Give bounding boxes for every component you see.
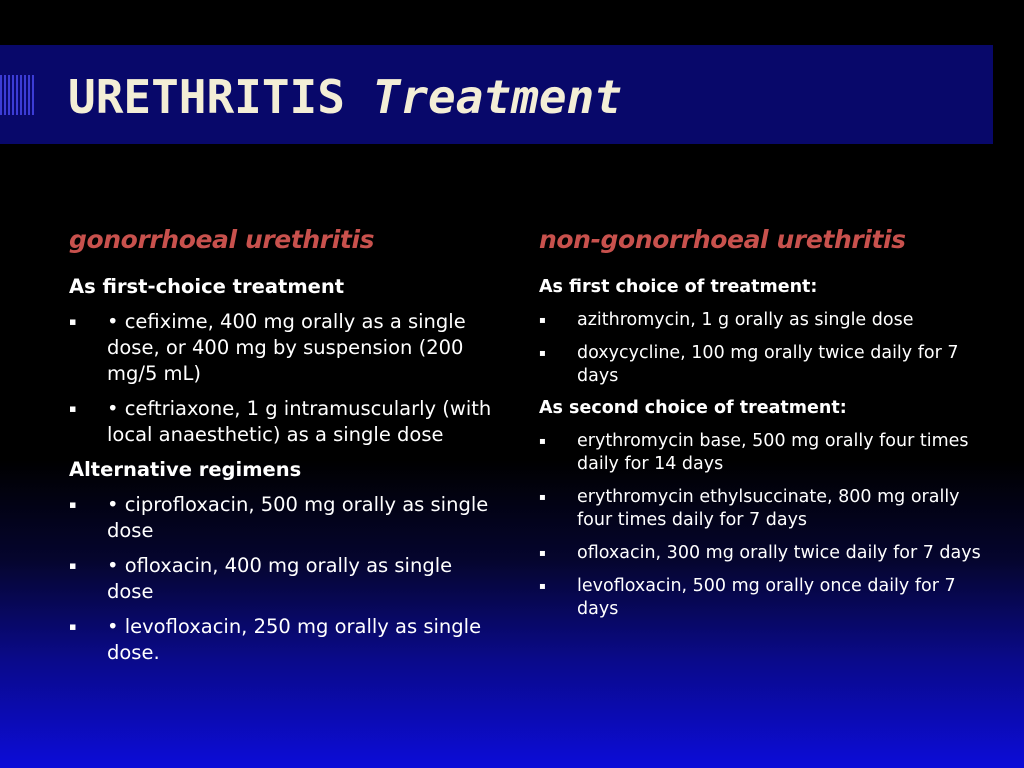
list-item: [69, 492, 499, 544]
list-item: [539, 575, 984, 621]
list-item-text: erythromycin ethylsuccinate, 800 mg orally four times daily for 7 days: [577, 487, 960, 530]
list-item-text: doxycycline, 100 mg orally twice daily for 7 days: [577, 343, 959, 386]
list-item-text: • ofloxacin, 400 mg orally as single dose: [107, 554, 453, 603]
square-bullet-icon: ▪: [69, 498, 77, 511]
non-gonorrhoeal-second-choice-label: As second choice of treatment:: [539, 398, 847, 418]
list-item: [539, 430, 984, 476]
gonorrhoeal-heading: gonorrhoeal urethritis: [69, 225, 375, 254]
non-gonorrhoeal-first-choice-label: As first choice of treatment:: [539, 277, 818, 297]
square-bullet-icon: ▪: [539, 348, 546, 359]
square-bullet-icon: ▪: [69, 559, 77, 572]
square-bullet-icon: ▪: [539, 581, 546, 592]
list-item: [539, 486, 984, 532]
list-item: [69, 396, 499, 448]
list-item-text: • cefixime, 400 mg orally as a single dose, or 400 mg by suspension (200 mg/5 mL): [107, 310, 466, 385]
square-bullet-icon: ▪: [539, 492, 546, 503]
list-item: [69, 614, 499, 666]
slide-title: [68, 69, 622, 125]
list-item-text: • levofloxacin, 250 mg orally as single dose.: [107, 615, 482, 664]
list-item: [69, 553, 499, 605]
non-gonorrhoeal-column: [539, 218, 984, 621]
list-item-text: • ciprofloxacin, 500 mg orally as single dose: [107, 493, 489, 542]
list-item: [539, 309, 984, 332]
list-item-text: azithromycin, 1 g orally as single dose: [577, 310, 914, 330]
list-item: [539, 542, 984, 565]
list-item-text: levofloxacin, 500 mg orally once daily for 7 days: [577, 576, 956, 619]
gonorrhoeal-alternative-label: Alternative regimens: [69, 458, 302, 481]
list-item: [69, 309, 499, 387]
title-stripes-decoration: [0, 75, 36, 115]
square-bullet-icon: ▪: [539, 315, 546, 326]
gonorrhoeal-column: [69, 218, 499, 666]
list-item-text: ofloxacin, 300 mg orally twice daily for 7 days: [577, 543, 981, 563]
non-gonorrhoeal-heading: non-gonorrhoeal urethritis: [539, 225, 906, 254]
list-item: [539, 342, 984, 388]
square-bullet-icon: ▪: [69, 315, 77, 328]
list-item-text: erythromycin base, 500 mg orally four times daily for 14 days: [577, 431, 969, 474]
slide-title-main: URETHRITIS: [68, 70, 345, 124]
square-bullet-icon: ▪: [69, 402, 77, 415]
square-bullet-icon: ▪: [69, 620, 77, 633]
slide-title-italic: Treatment: [372, 70, 622, 124]
gonorrhoeal-first-choice-label: As first-choice treatment: [69, 275, 345, 298]
list-item-text: • ceftriaxone, 1 g intramuscularly (with local anaesthetic) as a single dose: [107, 397, 492, 446]
square-bullet-icon: ▪: [539, 436, 546, 447]
square-bullet-icon: ▪: [539, 548, 546, 559]
